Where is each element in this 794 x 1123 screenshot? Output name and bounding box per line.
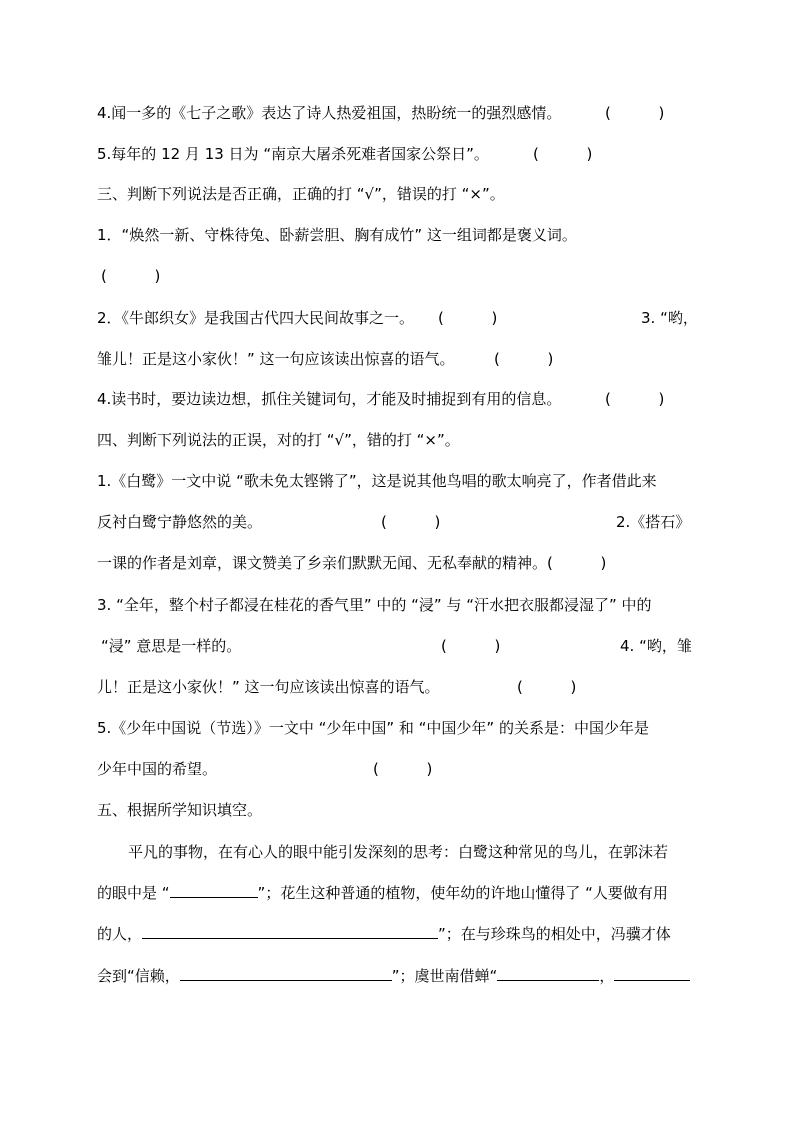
fill-blank-3[interactable] — [180, 966, 392, 981]
paragraph-text: 的眼中是 “ — [97, 884, 170, 902]
answer-parenthesis: ( ) — [438, 309, 498, 327]
paragraph-text: 会到“信赖， — [97, 967, 180, 985]
section-4-heading: 四、判断下列说法的正误，对的打 “√”，错的打 “×”。 — [97, 431, 460, 449]
section-3-heading: 三、判断下列说法是否正确，正确的打 “√”，错误的打 “×”。 — [97, 185, 505, 203]
answer-parenthesis: ( ) — [494, 350, 554, 368]
question-4c-start: 4. “哟，雏 — [620, 637, 692, 655]
paragraph-text: ”；虞世南借蝉“ — [391, 967, 498, 985]
answer-parenthesis: ( ) — [605, 104, 665, 122]
question-5b-cont: 少年中国的希望。 — [97, 760, 218, 778]
question-5-line: 5.每年的 12 月 13 日为 “南京大屠杀死难者国家公祭日”。 — [97, 145, 489, 163]
answer-parenthesis: ( ) — [441, 637, 501, 655]
question-2b-line: 一课的作者是刘章，课文赞美了乡亲们默默无闻、无私奉献的精神。( ) — [97, 554, 607, 572]
fill-blank-1[interactable] — [170, 883, 258, 898]
question-1b-cont: 反衬白鹭宁静悠然的美。 — [97, 513, 263, 531]
question-4c-line: 儿！正是这小家伙！” 这一句应该读出惊喜的语气。 — [97, 678, 440, 696]
paragraph-line-1: 平凡的事物，在有心人的眼中能引发深刻的思考：白鹭这种常见的鸟儿，在郭沫若 — [128, 843, 669, 861]
question-3b-cont: “浸” 意思是一样的。 — [101, 637, 242, 655]
question-4b-line: 4.读书时，要边读边想，抓住关键词句，才能及时捕捉到有用的信息。 — [97, 390, 562, 408]
fill-blank-2[interactable] — [142, 924, 438, 939]
fill-blank-4[interactable] — [497, 966, 599, 981]
answer-parenthesis: ( ) — [533, 145, 593, 163]
paragraph-line-3 — [97, 924, 671, 944]
paragraph-text: 的人， — [97, 925, 143, 943]
fill-blank-5[interactable] — [614, 966, 690, 981]
question-1b-line: 1.《白鹭》一文中说 “歌未免太铿锵了”，这是说其他鸟唱的歌太响亮了，作者借此来 — [97, 472, 657, 490]
question-2-line: 2．《牛郎织女》是我国古代四大民间故事之一。 — [97, 309, 415, 327]
question-3-line: 雏儿！正是这小家伙！” 这一句应该读出惊喜的语气。 — [97, 350, 455, 368]
answer-parenthesis: ( ) — [517, 678, 577, 696]
answer-parenthesis: ( ) — [373, 760, 433, 778]
paragraph-text: ”；在与珍珠鸟的相处中，冯骥才体 — [438, 925, 671, 943]
question-2b-start: 2.《搭石》 — [616, 513, 691, 531]
paragraph-text: ， — [599, 967, 615, 985]
paragraph-line-2 — [97, 883, 668, 903]
question-3b-line: 3. “全年，整个村子都浸在桂花的香气里” 中的 “浸” 与 “汗水把衣服都浸湿了” 中的 — [97, 596, 652, 614]
question-5b-line: 5.《少年中国说（节选）》一文中 “少年中国” 和 “中国少年” 的关系是：中国少年是 — [97, 719, 649, 737]
section-5-heading: 五、根据所学知识填空。 — [97, 801, 263, 819]
answer-parenthesis: ( ) — [101, 267, 161, 285]
question-3-start: 3. “哟， — [641, 309, 698, 327]
paragraph-line-4 — [97, 966, 690, 986]
paragraph-text: ”；花生这种普通的植物，使年幼的许地山懂得了 “人要做有用 — [257, 884, 668, 902]
answer-parenthesis: ( ) — [605, 390, 665, 408]
question-4-line: 4.闻一多的《七子之歌》表达了诗人热爱祖国，热盼统一的强烈感情。 — [97, 104, 562, 122]
answer-parenthesis: ( ) — [381, 513, 441, 531]
question-1-line: 1．“焕然一新、守株待兔、卧薪尝胆、胸有成竹” 这一组词都是褒义词。 — [97, 226, 577, 244]
